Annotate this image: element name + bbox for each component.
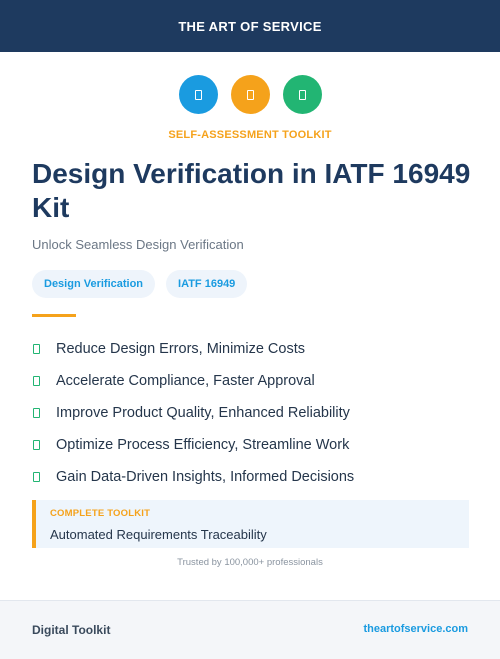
footer-label: Digital Toolkit bbox=[32, 623, 111, 637]
benefit-list bbox=[32, 333, 472, 493]
callout-label: COMPLETE TOOLKIT bbox=[50, 508, 151, 519]
benefit-text: Improve Product Quality, Enhanced Reliability bbox=[56, 405, 350, 421]
page-subtitle: Unlock Seamless Design Verification bbox=[32, 237, 244, 252]
check-icon bbox=[33, 408, 40, 418]
trust-note: Trusted by 100,000+ professionals bbox=[177, 557, 323, 568]
accent-divider bbox=[32, 314, 76, 317]
benefit-item bbox=[32, 461, 472, 493]
top-bar bbox=[0, 0, 500, 52]
callout-text: Automated Requirements Traceability bbox=[50, 527, 267, 542]
orange-badge-icon bbox=[231, 75, 270, 114]
toolkit-callout bbox=[32, 500, 469, 548]
benefit-text: Reduce Design Errors, Minimize Costs bbox=[56, 341, 305, 357]
check-icon bbox=[33, 440, 40, 450]
check-icon bbox=[33, 376, 40, 386]
brand-name: THE ART OF SERVICE bbox=[178, 18, 322, 34]
kicker-label: SELF-ASSESSMENT TOOLKIT bbox=[168, 129, 332, 141]
tag-design-verification[interactable]: Design Verification bbox=[32, 270, 155, 298]
website-link[interactable]: theartofservice.com bbox=[363, 623, 468, 635]
tag-list bbox=[32, 270, 247, 298]
green-badge-icon bbox=[283, 75, 322, 114]
benefit-item bbox=[32, 365, 472, 397]
blue-badge-icon bbox=[179, 75, 218, 114]
benefit-text: Gain Data-Driven Insights, Informed Decisions bbox=[56, 469, 355, 485]
benefit-item bbox=[32, 333, 472, 365]
benefit-item bbox=[32, 429, 472, 461]
icon-row bbox=[0, 75, 500, 114]
check-icon bbox=[33, 344, 40, 354]
tag-iatf-16949[interactable]: IATF 16949 bbox=[166, 270, 247, 298]
page-title: Design Verification in IATF 16949 Kit bbox=[32, 158, 471, 223]
benefit-item bbox=[32, 397, 472, 429]
benefit-text: Optimize Process Efficiency, Streamline Work bbox=[56, 437, 350, 453]
footer bbox=[0, 600, 500, 659]
check-icon bbox=[33, 472, 40, 482]
benefit-text: Accelerate Compliance, Faster Approval bbox=[56, 373, 315, 389]
